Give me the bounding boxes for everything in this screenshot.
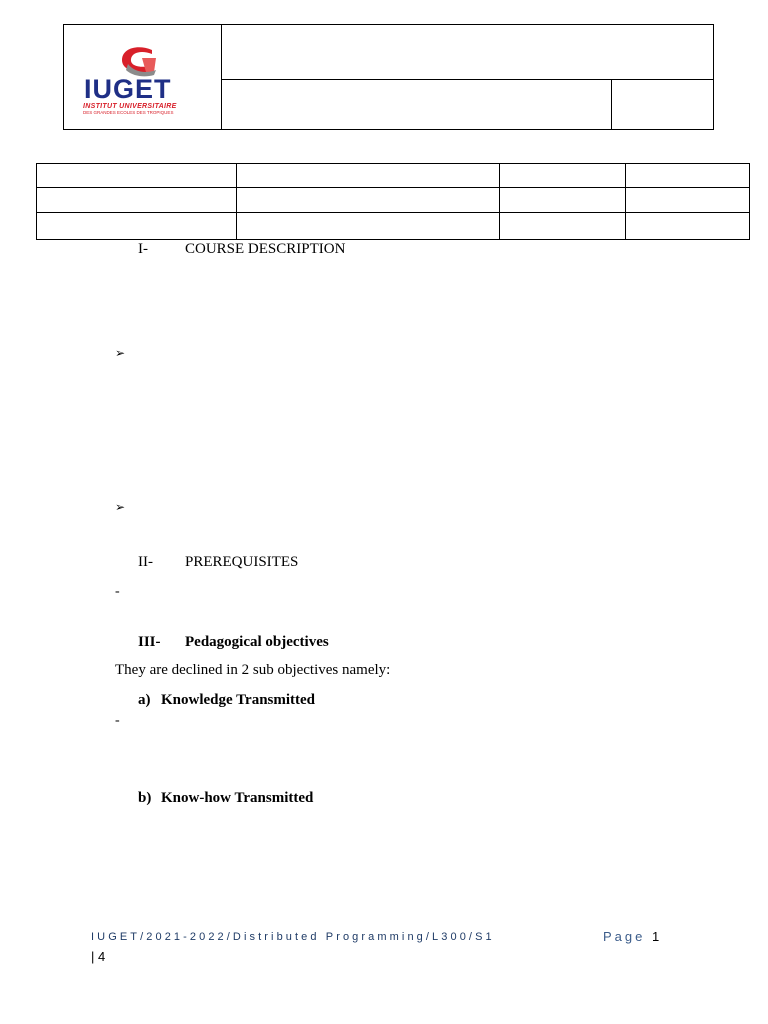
iuget-logo <box>80 42 205 120</box>
footer-page-total: | 4 <box>91 949 106 964</box>
section-number: II- <box>138 554 153 570</box>
bullet-icon: ➢ <box>115 500 126 514</box>
logo-wordmark: IUGET <box>84 74 172 104</box>
footer-page-label <box>603 929 659 944</box>
page-number: 1 <box>652 929 660 944</box>
header-divider <box>221 24 222 130</box>
section-title: COURSE DESCRIPTION <box>185 241 346 257</box>
info-table <box>36 163 750 240</box>
table-column-divider <box>236 163 237 240</box>
sub-objective-marker: b) <box>138 790 152 806</box>
logo-subtitle: INSTITUT UNIVERSITAIRE <box>83 103 177 110</box>
section-number: III- <box>138 634 161 650</box>
table-row-divider <box>36 212 750 213</box>
header-divider <box>611 79 612 130</box>
bullet-icon: ➢ <box>115 346 126 360</box>
logo-subtitle: DES GRANDES ECOLES DES TROPIQUES <box>83 110 174 115</box>
header-divider <box>221 79 714 80</box>
table-row-divider <box>36 187 750 188</box>
section-title: Pedagogical objectives <box>185 634 329 650</box>
objectives-intro: They are declined in 2 sub objectives namely: <box>115 662 391 678</box>
list-dash: - <box>115 713 120 728</box>
table-column-divider <box>499 163 500 240</box>
table-column-divider <box>625 163 626 240</box>
section-title: PREREQUISITES <box>185 554 299 570</box>
list-dash: - <box>115 584 120 599</box>
sub-objective-title: Know-how Transmitted <box>161 790 314 806</box>
page-label: Page <box>603 929 646 944</box>
sub-objective-title: Knowledge Transmitted <box>161 692 316 708</box>
section-number: I- <box>138 241 148 257</box>
sub-objective-marker: a) <box>138 692 151 708</box>
footer-course-line: IUGET/2021-2022/Distributed Programming/L300/S1 <box>91 931 495 943</box>
